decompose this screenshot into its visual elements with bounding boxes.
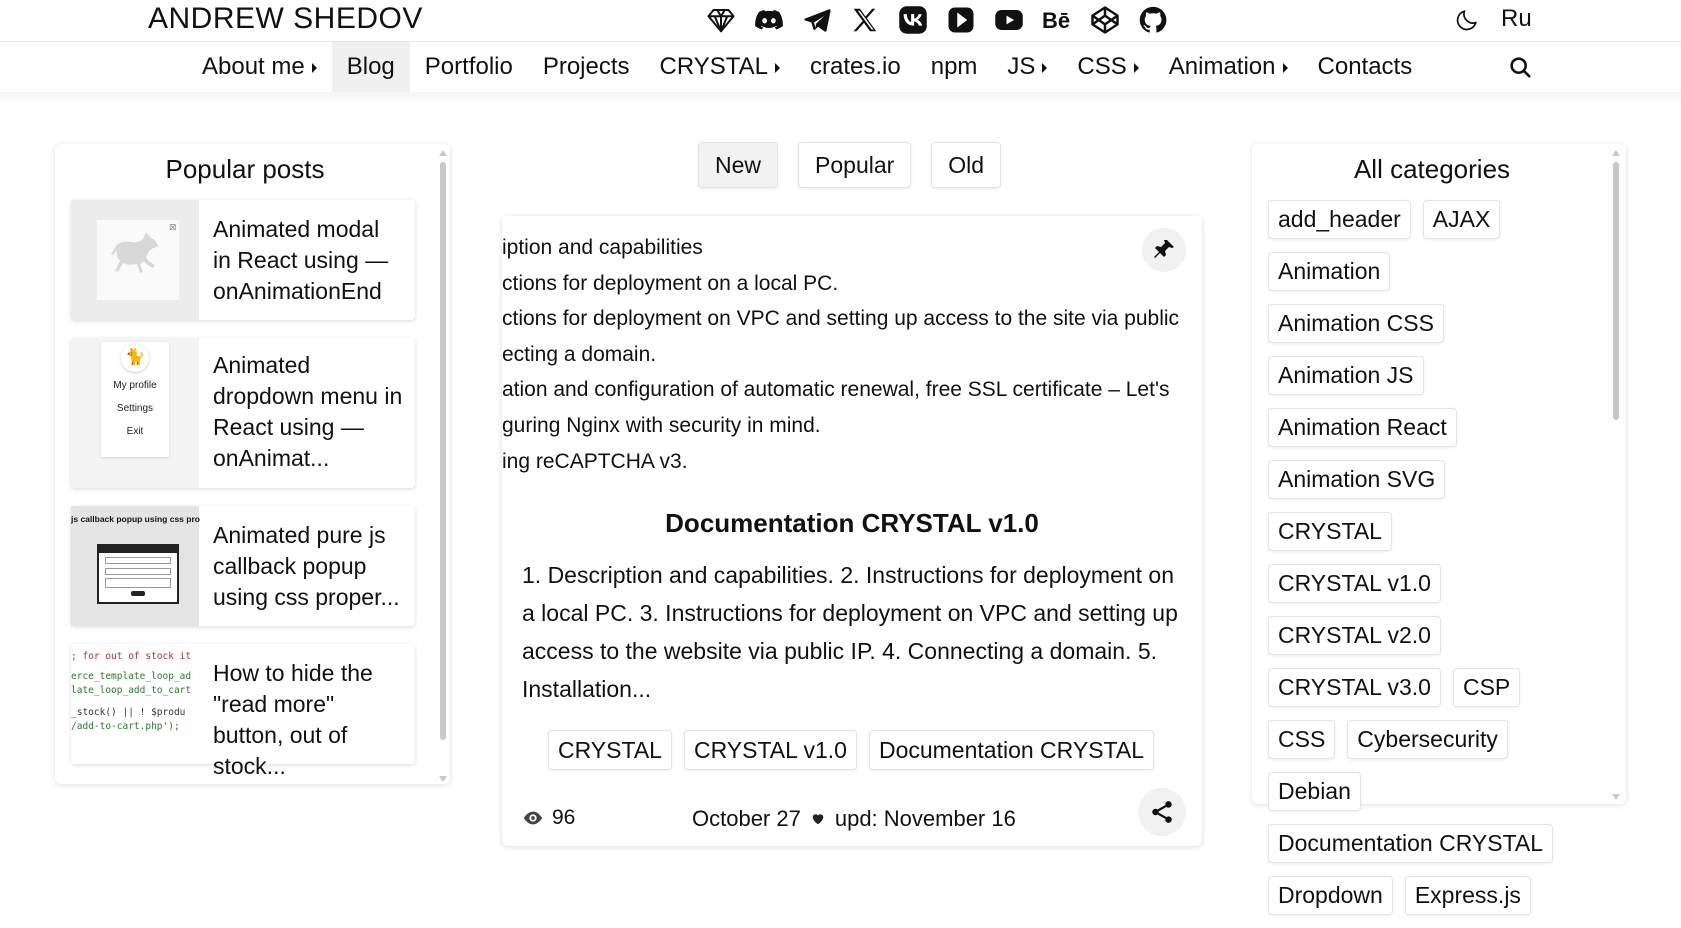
nav-item-label: Animation bbox=[1168, 53, 1276, 80]
behance-icon[interactable] bbox=[1040, 4, 1074, 36]
caret-right-icon bbox=[1134, 63, 1139, 73]
category-tag[interactable]: Animation CSS bbox=[1268, 304, 1444, 343]
sort-tab-new[interactable]: New bbox=[698, 142, 778, 188]
thumb-code-line: erce_template_loop_ad bbox=[71, 671, 192, 682]
popular-posts-list bbox=[71, 200, 415, 782]
nav-list bbox=[187, 42, 1427, 92]
sort-tab-popular[interactable]: Popular bbox=[798, 142, 911, 188]
category-tag[interactable]: CSS bbox=[1268, 720, 1335, 759]
nav-item-label: Portfolio bbox=[424, 53, 513, 80]
post-thumbnail bbox=[71, 506, 199, 626]
popular-scrollbar[interactable] bbox=[439, 150, 447, 780]
codepen-icon[interactable] bbox=[1088, 4, 1122, 36]
boosty-icon[interactable] bbox=[944, 4, 978, 36]
views-count: 96 bbox=[552, 806, 576, 829]
thumb-code-line: /add-to-cart.php'); bbox=[71, 721, 180, 732]
post-title: Animated pure js callback popup using css proper... bbox=[213, 522, 400, 610]
category-tag[interactable]: CRYSTAL v3.0 bbox=[1268, 668, 1441, 707]
thumb-menu-item: My profile bbox=[113, 380, 157, 391]
svg-text:Bē: Bē bbox=[1042, 8, 1071, 34]
post-tag[interactable]: Documentation CRYSTAL bbox=[869, 730, 1154, 770]
post-date: October 27 bbox=[692, 806, 801, 831]
category-tag[interactable]: Animation bbox=[1268, 252, 1390, 291]
horse-icon bbox=[107, 236, 167, 288]
views-counter bbox=[522, 806, 575, 830]
nav-item-js[interactable] bbox=[992, 42, 1062, 92]
pin-icon[interactable] bbox=[1142, 228, 1186, 272]
nav-item-projects[interactable] bbox=[528, 42, 645, 92]
category-tag[interactable]: CRYSTAL v2.0 bbox=[1268, 616, 1441, 655]
x-icon[interactable] bbox=[848, 4, 882, 36]
categories-panel bbox=[1252, 144, 1626, 908]
thumb-code-line: _stock() || ! $produ bbox=[71, 707, 186, 718]
nav-item-label: JS bbox=[1007, 53, 1036, 80]
nav-item-portfolio[interactable] bbox=[410, 42, 528, 92]
discord-icon[interactable] bbox=[752, 4, 786, 36]
thumb-code-line: late_loop_add_to_cart bbox=[71, 685, 192, 696]
post-toc bbox=[502, 230, 1202, 479]
category-tag[interactable]: Documentation CRYSTAL bbox=[1268, 824, 1553, 863]
heart-icon bbox=[811, 812, 825, 826]
sort-tabs bbox=[698, 142, 1021, 188]
post-thumbnail bbox=[71, 200, 199, 320]
post-title[interactable]: Documentation CRYSTAL v1.0 bbox=[665, 508, 1039, 538]
top-bar bbox=[0, 0, 1681, 42]
thumb-code-line: ; for out of stock it bbox=[71, 651, 192, 662]
github-icon[interactable] bbox=[1136, 4, 1170, 36]
category-tag[interactable]: Animation JS bbox=[1268, 356, 1424, 395]
vk-icon[interactable] bbox=[896, 4, 930, 36]
category-tag[interactable]: Dropdown bbox=[1268, 876, 1393, 915]
popular-posts-panel bbox=[55, 144, 450, 784]
nav-shadow bbox=[0, 92, 1681, 106]
thumb-caption: js callback popup using css pro bbox=[71, 514, 200, 524]
nav-item-label: Blog bbox=[346, 53, 395, 80]
nav-item-label: crates.io bbox=[810, 53, 901, 80]
toc-line: ctions for deployment on a local PC. bbox=[502, 271, 839, 295]
nav-item-label: CSS bbox=[1077, 53, 1127, 80]
caret-right-icon bbox=[1283, 63, 1288, 73]
post-tags bbox=[548, 730, 1166, 770]
post-title: Animated dropdown menu in React using — onAnimat... bbox=[213, 352, 403, 471]
nav-item-npm[interactable] bbox=[916, 42, 993, 92]
popular-post[interactable] bbox=[71, 644, 415, 779]
telegram-icon[interactable] bbox=[800, 4, 834, 36]
thumb-menu-item: Exit bbox=[126, 426, 144, 437]
post-title: How to hide the "read more" button, out of stock... bbox=[213, 660, 373, 779]
category-tag[interactable]: add_header bbox=[1268, 200, 1411, 239]
nav-item-blog[interactable] bbox=[332, 42, 410, 92]
popular-posts-title: Popular posts bbox=[165, 154, 325, 184]
post-tag[interactable]: CRYSTAL v1.0 bbox=[684, 730, 857, 770]
post-footer bbox=[522, 806, 1182, 836]
category-tag[interactable]: Animation React bbox=[1268, 408, 1457, 447]
post-thumbnail bbox=[71, 338, 199, 488]
eye-icon bbox=[522, 807, 544, 829]
category-tag[interactable]: CRYSTAL v1.0 bbox=[1268, 564, 1441, 603]
nav-item-css[interactable] bbox=[1062, 42, 1153, 92]
category-tag[interactable]: CRYSTAL bbox=[1268, 512, 1392, 551]
toc-line: guring Nginx with security in mind. bbox=[502, 413, 821, 437]
caret-right-icon bbox=[775, 63, 780, 73]
post-excerpt: 1. Description and capabilities. 2. Instructions for deployment on a local PC. 3. Instructions for deployment on VPC and setting up access to the website via public IP. 4. Connecting a domain. 5. Installation... bbox=[522, 562, 1178, 702]
post-dates bbox=[692, 806, 1016, 832]
toc-line: ing reCAPTCHA v3. bbox=[502, 449, 688, 473]
sort-tab-old[interactable]: Old bbox=[931, 142, 1001, 188]
popular-post[interactable] bbox=[71, 506, 415, 626]
nav-item-label: npm bbox=[930, 53, 978, 80]
nav-item-about-me[interactable] bbox=[187, 42, 332, 92]
category-tag[interactable]: AJAX bbox=[1423, 200, 1501, 239]
toc-line: iption and capabilities bbox=[502, 236, 703, 259]
language-switch[interactable]: Ru bbox=[1501, 5, 1532, 32]
close-icon: ⊠ bbox=[169, 222, 177, 232]
popular-post[interactable] bbox=[71, 338, 415, 488]
popular-post[interactable] bbox=[71, 200, 415, 320]
toc-line: ctions for deployment on VPC and setting up access to the site via public bbox=[502, 307, 1180, 331]
categories-scrollbar[interactable] bbox=[1612, 150, 1620, 800]
caret-right-icon bbox=[1042, 63, 1047, 73]
nav-item-label: Contacts bbox=[1317, 53, 1413, 80]
nav-item-animation[interactable] bbox=[1154, 42, 1303, 92]
category-tag[interactable]: Cybersecurity bbox=[1347, 720, 1508, 759]
nav-item-crates-io[interactable] bbox=[795, 42, 916, 92]
social-links bbox=[704, 4, 1170, 36]
post-updated: upd: November 16 bbox=[834, 806, 1016, 831]
share-icon[interactable] bbox=[1138, 788, 1186, 836]
category-tag[interactable]: Express.js bbox=[1405, 876, 1531, 915]
cat-avatar-icon: 🐈 bbox=[121, 344, 149, 372]
moon-icon[interactable] bbox=[1452, 5, 1482, 35]
diamond-icon[interactable] bbox=[704, 4, 738, 36]
categories-list bbox=[1268, 200, 1588, 928]
youtube-icon[interactable] bbox=[992, 4, 1026, 36]
post-thumbnail bbox=[71, 644, 199, 764]
nav-item-label: About me bbox=[202, 53, 305, 80]
toc-line: ation and configuration of automatic renewal, free SSL certificate – Let's bbox=[502, 378, 1170, 402]
post-card[interactable] bbox=[502, 216, 1202, 846]
category-tag[interactable]: Debian bbox=[1268, 772, 1361, 811]
site-brand[interactable]: ANDREW SHEDOV bbox=[148, 2, 423, 35]
category-tag[interactable]: CSP bbox=[1453, 668, 1520, 707]
nav-item-crystal[interactable] bbox=[645, 42, 795, 92]
caret-right-icon bbox=[312, 63, 317, 73]
category-tag[interactable]: Animation SVG bbox=[1268, 460, 1445, 499]
thumb-menu-item: Settings bbox=[116, 403, 154, 414]
post-tag[interactable]: CRYSTAL bbox=[548, 730, 672, 770]
nav-item-label: CRYSTAL bbox=[659, 53, 769, 80]
search-icon[interactable] bbox=[1507, 54, 1535, 82]
nav-item-label: Projects bbox=[542, 53, 630, 80]
categories-title: All categories bbox=[1353, 154, 1511, 184]
post-title: Animated modal in React using — onAnimationEnd bbox=[213, 216, 389, 304]
toc-line: ecting a domain. bbox=[502, 342, 657, 366]
nav-item-contacts[interactable] bbox=[1303, 42, 1428, 92]
main-nav bbox=[0, 42, 1681, 92]
